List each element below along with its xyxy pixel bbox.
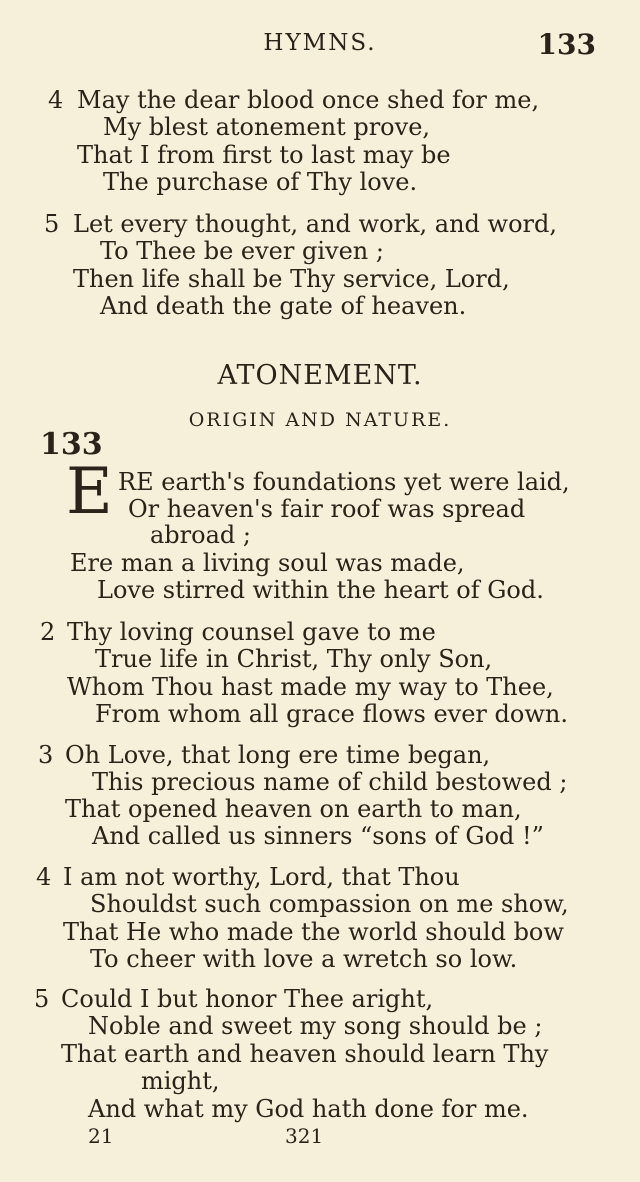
signature-mark: 21 — [88, 1124, 114, 1148]
verse-line: Shouldst such compassion on me show, — [90, 890, 569, 918]
hymn-page-number: 133 — [537, 28, 596, 61]
verse-line: I am not worthy, Lord, that Thou — [63, 863, 460, 891]
verse-line: And what my God hath done for me. — [88, 1095, 529, 1123]
verse-line: From whom all grace flows ever down. — [95, 700, 568, 728]
verse-line: Let every thought, and work, and word, — [73, 210, 558, 238]
stanza-number: 4 — [48, 86, 64, 114]
stanza-number: 5 — [44, 210, 60, 238]
hymn-number: 133 — [40, 427, 103, 462]
verse-line: True life in Christ, Thy only Son, — [95, 645, 493, 673]
verse-line: abroad ; — [150, 521, 251, 549]
verse-line: Could I but honor Thee aright, — [61, 985, 434, 1013]
verse-line: Then life shall be Thy service, Lord, — [73, 265, 510, 293]
verse-line: Or heaven's fair roof was spread — [128, 495, 526, 523]
verse-line: Whom Thou hast made my way to Thee, — [67, 673, 554, 701]
verse-line: My blest atonement prove, — [103, 113, 431, 141]
stanza-number: 2 — [40, 618, 56, 646]
verse-line: To cheer with love a wretch so low. — [90, 945, 518, 973]
verse-line: might, — [141, 1067, 220, 1095]
verse-line: Love stirred within the heart of God. — [97, 576, 544, 604]
stanza-number: 3 — [38, 741, 54, 769]
drop-cap: E — [66, 455, 113, 529]
verse-line: And called us sinners “sons of God !” — [92, 822, 544, 850]
verse-line: That He who made the world should bow — [63, 918, 564, 946]
verse-line: That earth and heaven should learn Thy — [61, 1040, 549, 1068]
verse-line: Noble and sweet my song should be ; — [88, 1012, 543, 1040]
verse-line: That I from first to last may be — [77, 141, 451, 169]
verse-line: May the dear blood once shed for me, — [77, 86, 540, 114]
verse-line: Ere man a living soul was made, — [70, 549, 465, 577]
verse-line: To Thee be ever given ; — [100, 237, 384, 265]
stanza-number: 4 — [36, 863, 52, 891]
verse-line: Oh Love, that long ere time began, — [65, 741, 491, 769]
verse-line: And death the gate of heaven. — [100, 292, 467, 320]
verse-line: Thy loving counsel gave to me — [67, 618, 436, 646]
stanza-number: 5 — [34, 985, 50, 1013]
verse-line: The purchase of Thy love. — [103, 168, 418, 196]
verse-line: That opened heaven on earth to man, — [65, 795, 522, 823]
subsection-title: ORIGIN AND NATURE. — [188, 409, 452, 431]
running-header-title: HYMNS. — [263, 30, 377, 56]
section-title: ATONEMENT. — [217, 360, 423, 391]
footer-page-number: 321 — [285, 1124, 324, 1148]
verse-line: This precious name of child bestowed ; — [92, 768, 568, 796]
verse-line: RE earth's foundations yet were laid, — [118, 468, 570, 496]
